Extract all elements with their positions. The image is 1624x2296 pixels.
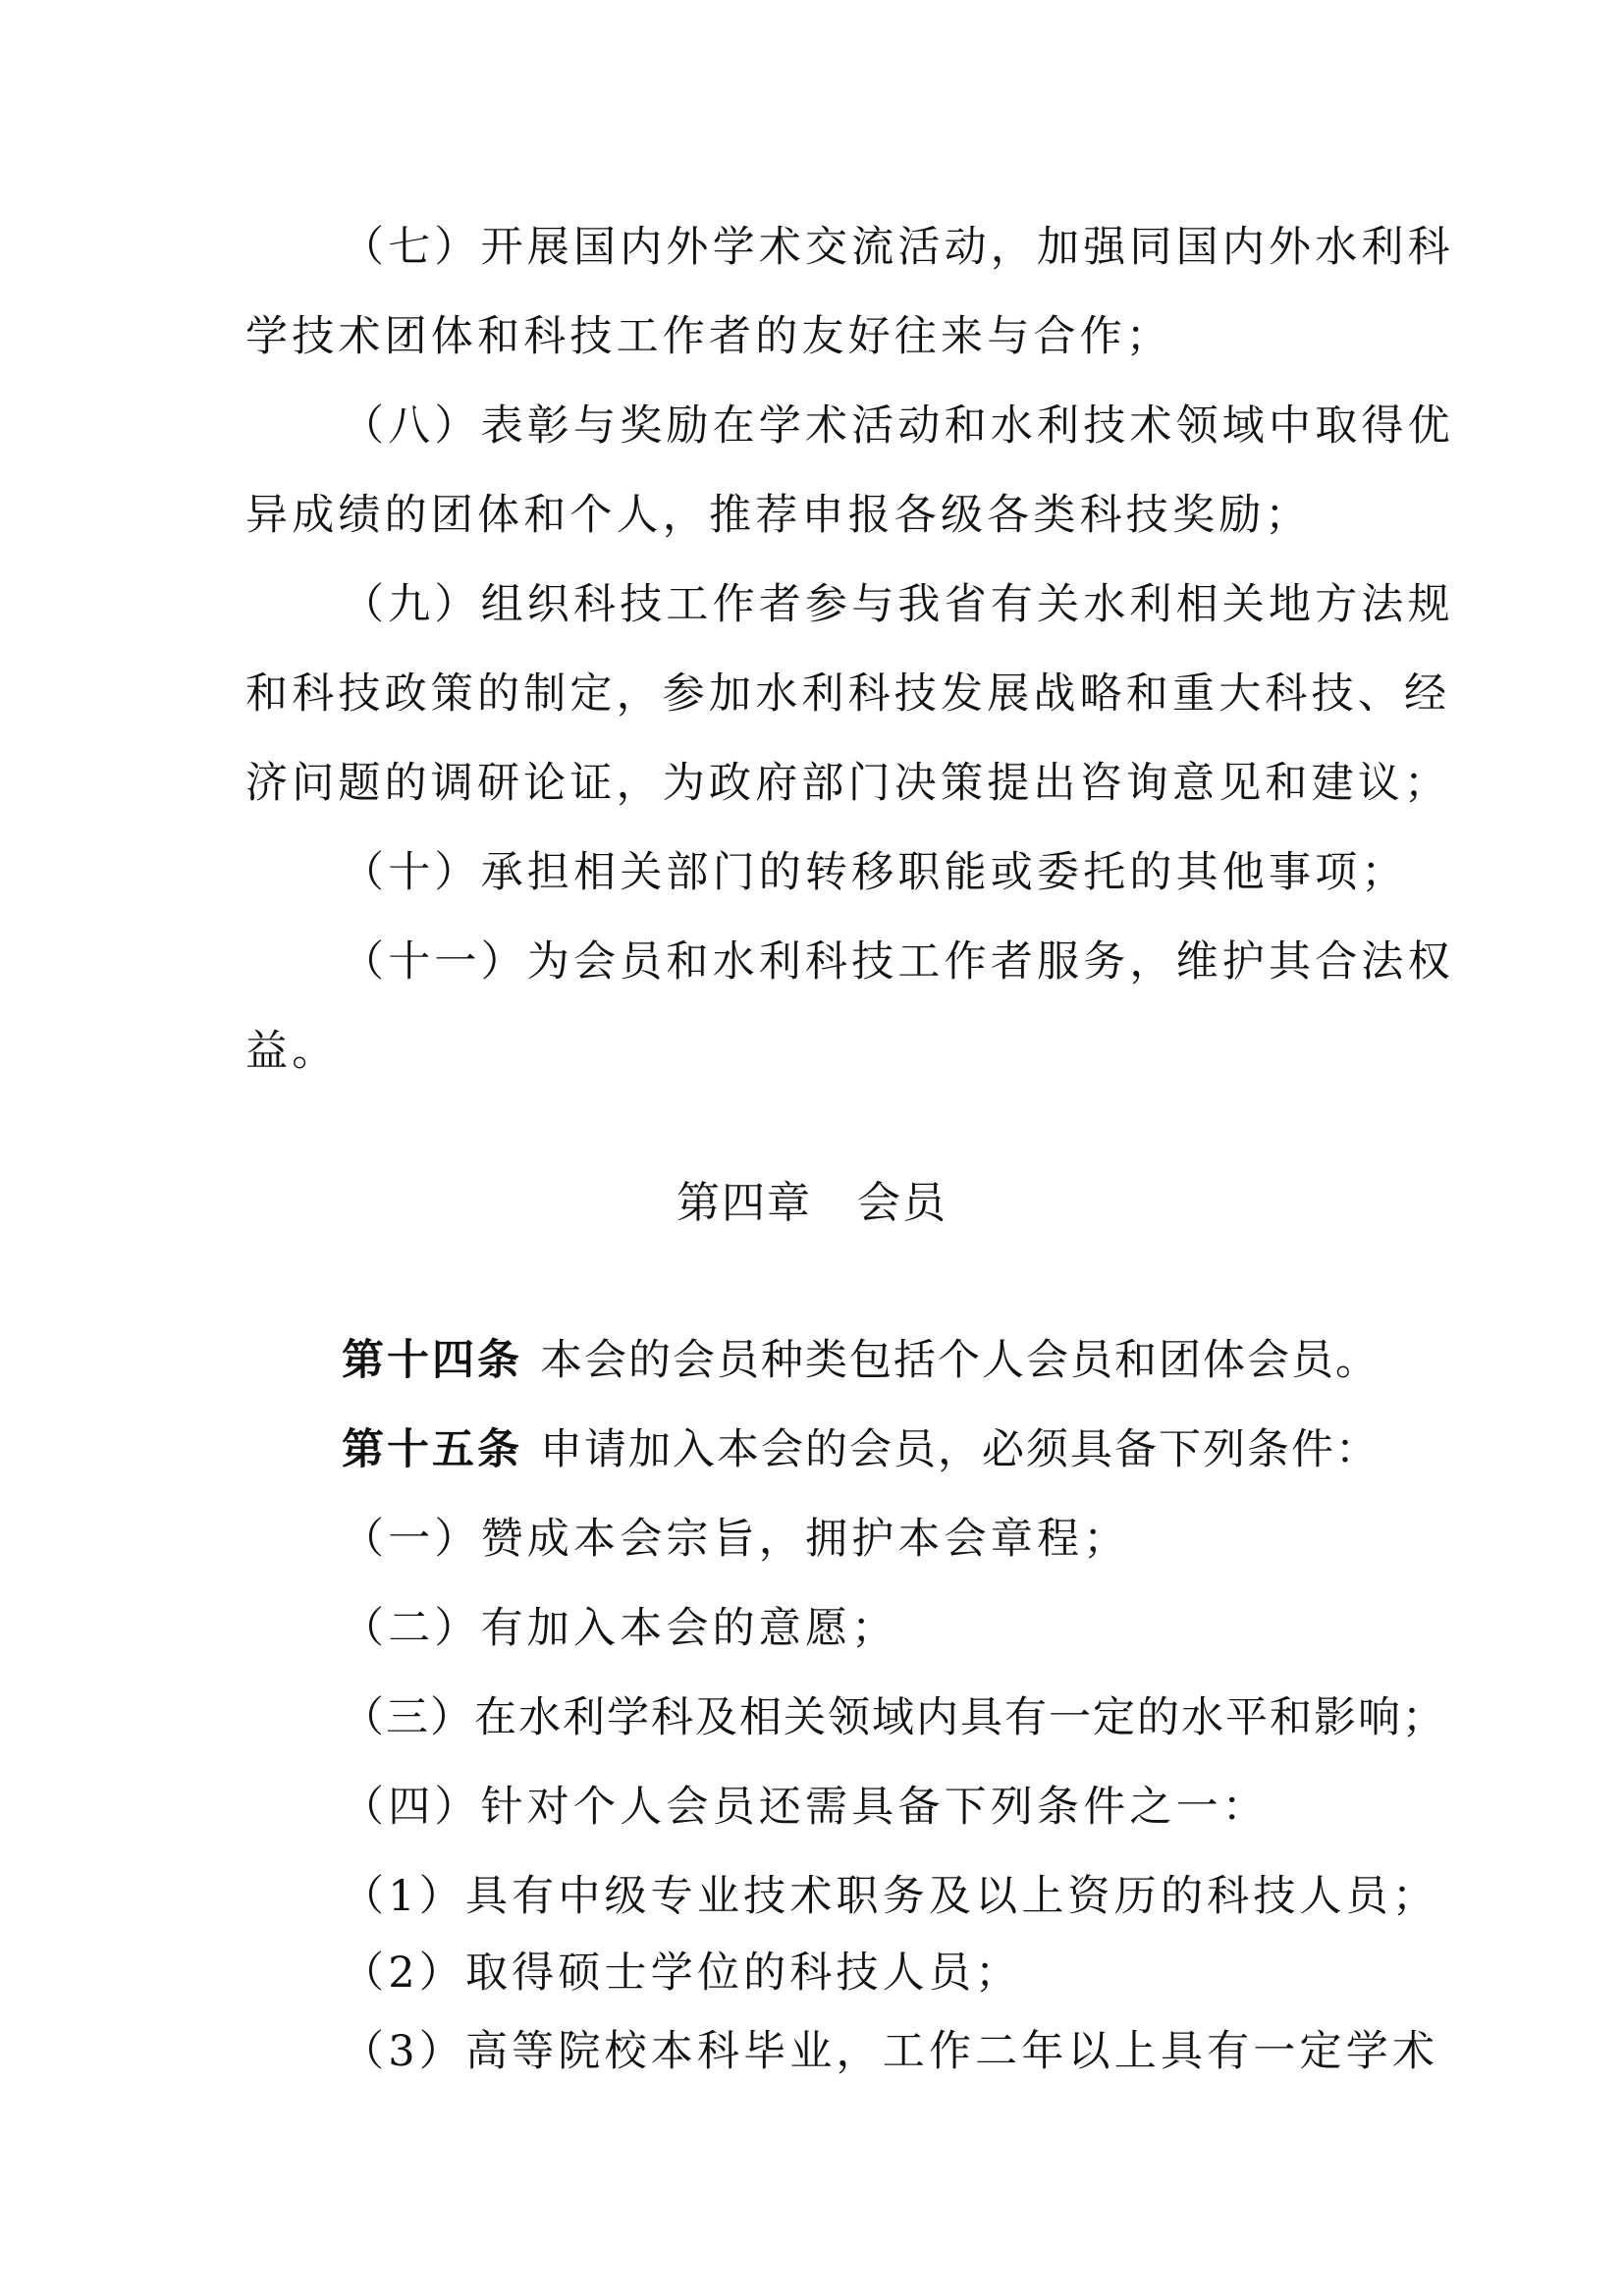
paragraph-line: （九）组织科技工作者参与我省有关水利相关地方法规 — [342, 580, 1454, 629]
condition-item: （一）赞成本会宗旨，拥护本会章程； — [342, 1515, 1130, 1564]
paragraph-line: 和科技政策的制定，参加水利科技发展战略和重大科技、经 — [245, 669, 1451, 719]
paragraph-line: （八）表彰与奖励在学术活动和水利技术领域中取得优 — [342, 401, 1454, 451]
paragraph-line: 济问题的调研论证，为政府部门决策提出咨询意见和建议； — [245, 759, 1451, 808]
condition-item: （四）针对个人会员还需具备下列条件之一： — [342, 1783, 1269, 1832]
condition-item: （1）具有中级专业技术职务及以上资历的科技人员； — [342, 1872, 1439, 1921]
article-label: 第十四条 — [342, 1336, 522, 1385]
paragraph-line: 益。 — [245, 1027, 339, 1076]
paragraph-line: （十一）为会员和水利科技工作者服务，维护其合法权 — [342, 937, 1454, 987]
condition-item: （三）在水利学科及相关领域内具有一定的水平和影响； — [342, 1693, 1446, 1742]
article-fifteen — [342, 1420, 1380, 1479]
paragraph-line: （七）开展国内外学术交流活动，加强同国内外水利科 — [342, 223, 1454, 272]
condition-item: （二）有加入本会的意愿； — [342, 1604, 898, 1653]
paragraph-line: 异成绩的团体和个人，推荐申报各级各类科技奖励； — [245, 491, 1312, 540]
condition-item: （2）取得硕士学位的科技人员； — [342, 1949, 1022, 1998]
chapter-title: 第四章 会员 — [677, 1178, 947, 1228]
article-text: 本会的会员种类包括个人会员和团体会员。 — [540, 1336, 1380, 1385]
condition-item: （3）高等院校本科毕业，工作二年以上具有一定学术 — [342, 2027, 1439, 2076]
paragraph-line: （十）承担相关部门的转移职能或委托的其他事项； — [342, 848, 1408, 897]
article-text: 申请加入本会的会员，必须具备下列条件： — [540, 1425, 1380, 1474]
paragraph-line: 学技术团体和科技工作者的友好往来与合作； — [245, 312, 1172, 361]
article-fourteen — [342, 1331, 1380, 1390]
article-label: 第十五条 — [342, 1425, 522, 1474]
